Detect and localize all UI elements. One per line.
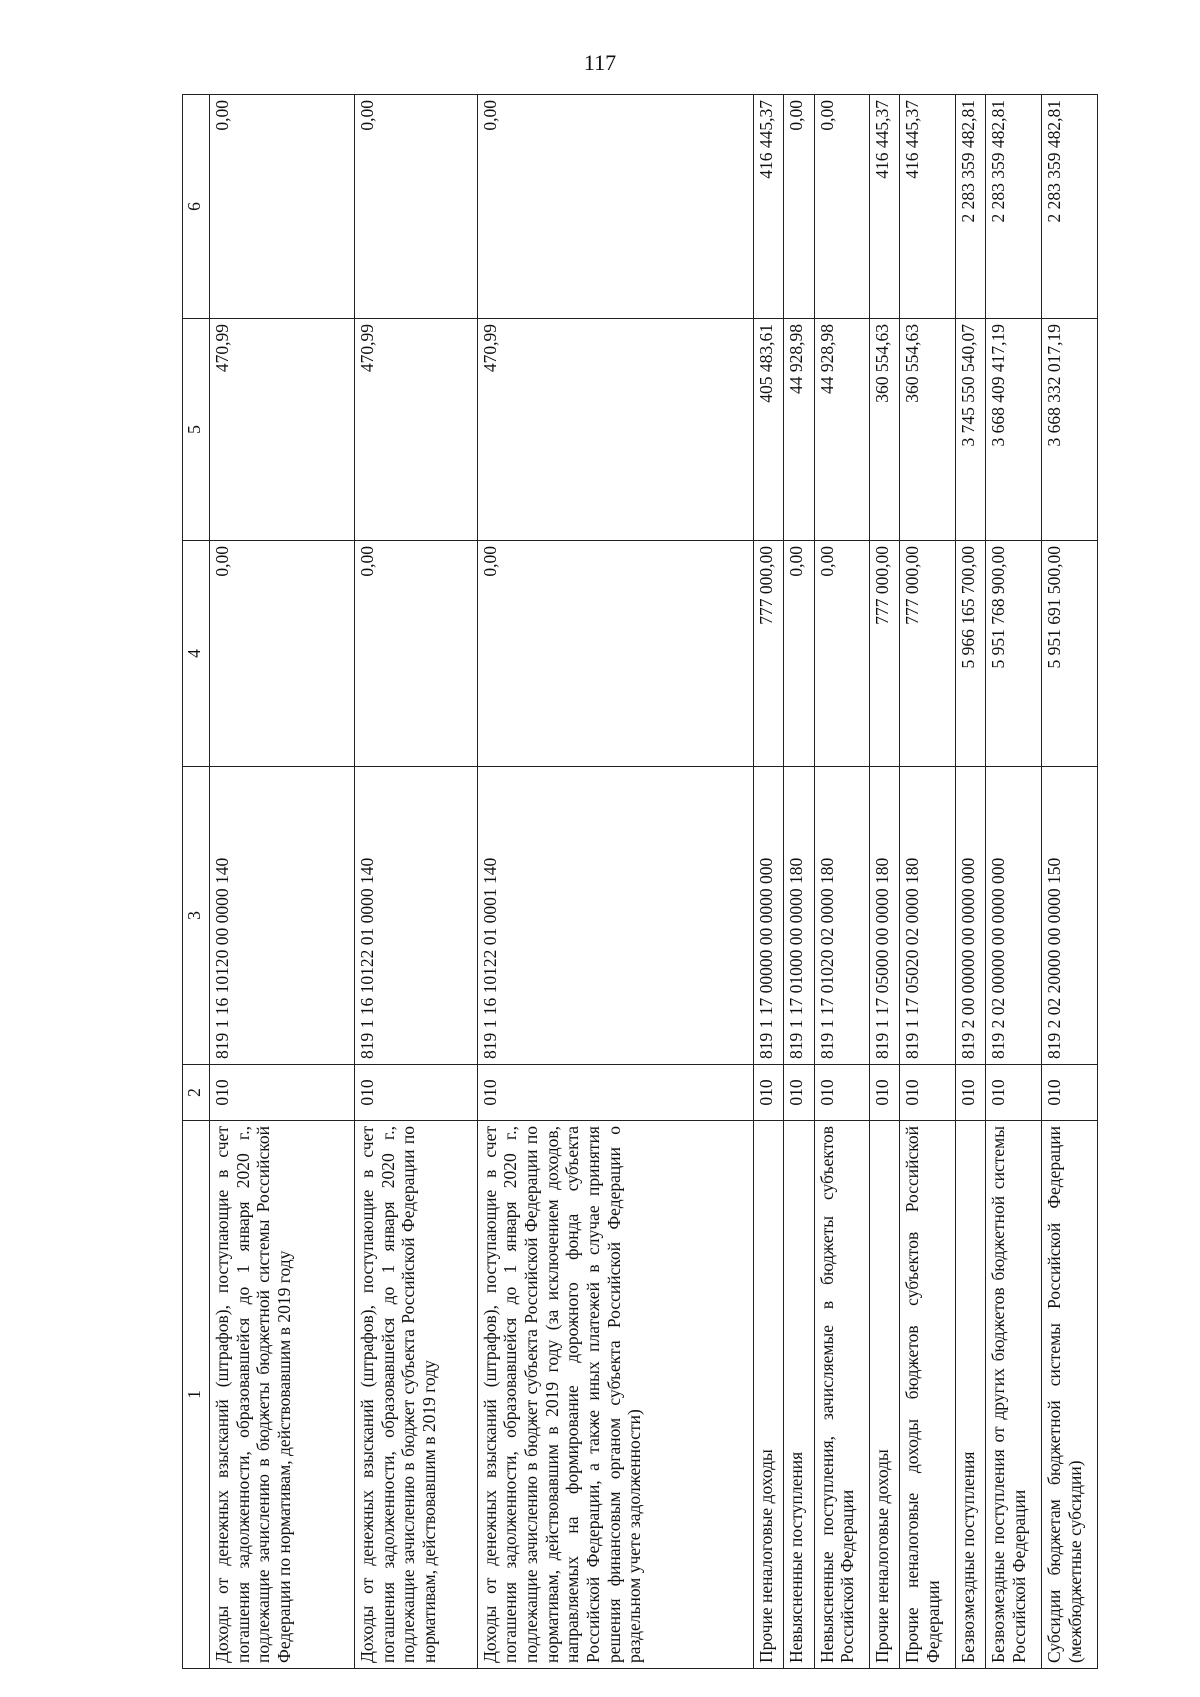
page-number: 117: [583, 50, 617, 75]
executed-amount: 360 554,63: [870, 319, 900, 541]
line-code: 010: [754, 1065, 784, 1121]
approved-amount: 777 000,00: [754, 541, 784, 767]
revenue-name: Прочие неналоговые доходы: [754, 1121, 784, 1669]
table-row: [784, 95, 814, 1669]
unexecuted-amount: 0,00: [355, 95, 478, 319]
revenue-table: [182, 94, 1098, 1669]
executed-amount: 360 554,63: [900, 319, 956, 541]
line-code: 010: [956, 1065, 986, 1121]
revenue-name: Доходы от денежных взысканий (штрафов), поступающие в счет погашения задолженности, образовавшейся до 1 января 2020 г., подлежащие зачислению в бюджет субъекта Российской Федерации по нормативам, действовавшим в 2019 году (за исключением доходов, направляемых на формирование дорожного фонда субъекта Российской Федерации, а также иных платежей в случае принятия решения финансовым органом субъекта Российской Федерации о раздельном учете задолженности): [477, 1121, 754, 1669]
budget-classification-code: 819 1 17 05000 00 0000 180: [870, 767, 900, 1065]
unexecuted-amount: 0,00: [210, 95, 355, 319]
line-code: 010: [477, 1065, 754, 1121]
executed-amount: 470,99: [477, 319, 754, 541]
table-row: [956, 95, 986, 1669]
budget-classification-code: 819 1 17 01020 02 0000 180: [814, 767, 870, 1065]
approved-amount: 0,00: [814, 541, 870, 767]
budget-classification-code: 819 2 00 00000 00 0000 000: [956, 767, 986, 1065]
approved-amount: 0,00: [477, 541, 754, 767]
unexecuted-amount: 2 283 359 482,81: [986, 95, 1042, 319]
unexecuted-amount: 2 283 359 482,81: [956, 95, 986, 319]
unexecuted-amount: 2 283 359 482,81: [1042, 95, 1098, 319]
budget-classification-code: 819 2 02 00000 00 0000 000: [986, 767, 1042, 1065]
revenue-name: Прочие неналоговые доходы бюджетов субъектов Российской Федерации: [900, 1121, 956, 1669]
table-row: [210, 95, 355, 1669]
revenue-name: Доходы от денежных взысканий (штрафов), поступающие в счет погашения задолженности, образовавшейся до 1 января 2020 г., подлежащие зачислению в бюджеты бюджетной системы Российской Федерации по нормативам, действовавшим в 2019 году: [210, 1121, 355, 1669]
unexecuted-amount: 416 445,37: [754, 95, 784, 319]
report-table-container: [182, 95, 1098, 1669]
approved-amount: 777 000,00: [900, 541, 956, 767]
table-row: [870, 95, 900, 1669]
unexecuted-amount: 416 445,37: [870, 95, 900, 319]
budget-classification-code: 819 1 17 01000 00 0000 180: [784, 767, 814, 1065]
budget-classification-code: 819 1 16 10122 01 0000 140: [355, 767, 478, 1065]
unexecuted-amount: 0,00: [784, 95, 814, 319]
revenue-name: Невыясненные поступления: [784, 1121, 814, 1669]
revenue-name: Безвозмездные поступления от других бюджетов бюджетной системы Российской Федерации: [986, 1121, 1042, 1669]
column-header: 3: [183, 767, 210, 1065]
executed-amount: 405 483,61: [754, 319, 784, 541]
line-code: 010: [986, 1065, 1042, 1121]
column-header: 2: [183, 1065, 210, 1121]
executed-amount: 470,99: [355, 319, 478, 541]
column-header: 1: [183, 1121, 210, 1669]
unexecuted-amount: 0,00: [814, 95, 870, 319]
revenue-name: Безвозмездные поступления: [956, 1121, 986, 1669]
executed-amount: 3 668 332 017,19: [1042, 319, 1098, 541]
approved-amount: 5 951 768 900,00: [986, 541, 1042, 767]
approved-amount: 5 951 691 500,00: [1042, 541, 1098, 767]
table-row: [1042, 95, 1098, 1669]
column-header: 4: [183, 541, 210, 767]
executed-amount: 470,99: [210, 319, 355, 541]
revenue-name: Невыясненные поступления, зачисляемые в бюджеты субъектов Российской Федерации: [814, 1121, 870, 1669]
table-row: [986, 95, 1042, 1669]
table-row: [477, 95, 754, 1669]
line-code: 010: [870, 1065, 900, 1121]
column-header: 5: [183, 319, 210, 541]
executed-amount: 3 745 550 540,07: [956, 319, 986, 541]
executed-amount: 44 928,98: [814, 319, 870, 541]
approved-amount: 0,00: [355, 541, 478, 767]
table-row: [814, 95, 870, 1669]
rotated-table: [182, 95, 1098, 1669]
unexecuted-amount: 416 445,37: [900, 95, 956, 319]
budget-classification-code: 819 1 17 05020 02 0000 180: [900, 767, 956, 1065]
approved-amount: 777 000,00: [870, 541, 900, 767]
table-row: [900, 95, 956, 1669]
table-row: [355, 95, 478, 1669]
line-code: 010: [900, 1065, 956, 1121]
approved-amount: 5 966 165 700,00: [956, 541, 986, 767]
revenue-name: Доходы от денежных взысканий (штрафов), поступающие в счет погашения задолженности, образовавшейся до 1 января 2020 г., подлежащие зачислению в бюджет субъекта Российской Федерации по нормативам, действовавшим в 2019 году: [355, 1121, 478, 1669]
executed-amount: 3 668 409 417,19: [986, 319, 1042, 541]
line-code: 010: [355, 1065, 478, 1121]
line-code: 010: [210, 1065, 355, 1121]
line-code: 010: [784, 1065, 814, 1121]
approved-amount: 0,00: [210, 541, 355, 767]
budget-classification-code: 819 1 17 00000 00 0000 000: [754, 767, 784, 1065]
executed-amount: 44 928,98: [784, 319, 814, 541]
table-row: [754, 95, 784, 1669]
line-code: 010: [814, 1065, 870, 1121]
budget-classification-code: 819 1 16 10122 01 0001 140: [477, 767, 754, 1065]
budget-classification-code: 819 2 02 20000 00 0000 150: [1042, 767, 1098, 1065]
budget-classification-code: 819 1 16 10120 00 0000 140: [210, 767, 355, 1065]
unexecuted-amount: 0,00: [477, 95, 754, 319]
approved-amount: 0,00: [784, 541, 814, 767]
revenue-name: Прочие неналоговые доходы: [870, 1121, 900, 1669]
revenue-name: Субсидии бюджетам бюджетной системы Российской Федерации (межбюджетные субсидии): [1042, 1121, 1098, 1669]
line-code: 010: [1042, 1065, 1098, 1121]
column-header: 6: [183, 95, 210, 319]
header-row: [183, 95, 210, 1669]
